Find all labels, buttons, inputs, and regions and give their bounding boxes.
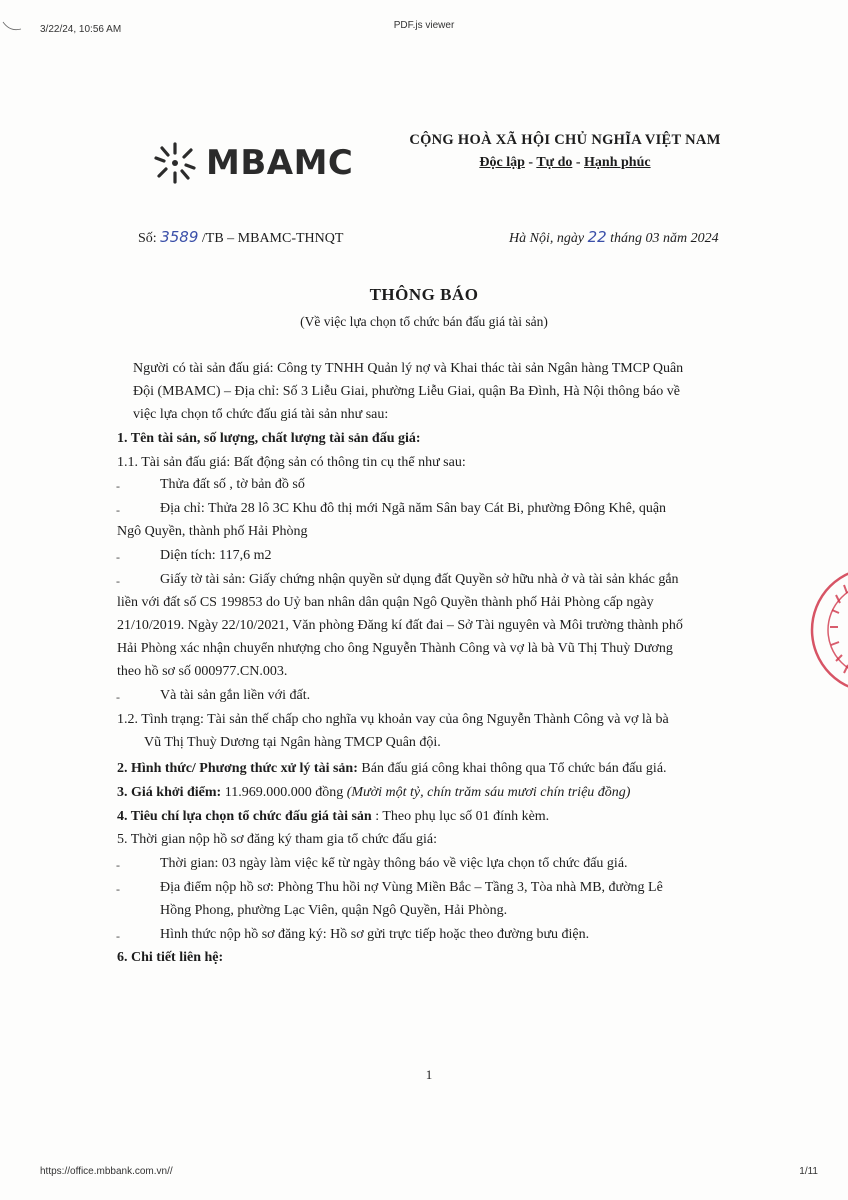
page-number: 1 [425, 1067, 433, 1082]
print-timestamp: 3/22/24, 10:56 AM [40, 24, 122, 35]
document-subtitle: (Về việc lựa chọn tổ chức bán đấu giá tài sản) [300, 314, 548, 329]
section-1-1: 1.1. Tài sản đấu giá: Bất động sản có thông tin cụ thể như sau: [117, 455, 466, 470]
intro-line-2: Đội (MBAMC) – Địa chỉ: Số 3 Liễu Giai, phường Liễu Giai, quận Ba Đình, Hà Nội thông báo về [133, 384, 680, 399]
motto-freedom: Tự do [536, 155, 573, 170]
company-logo [150, 138, 353, 188]
motto-separator: - [524, 155, 537, 170]
submission-time: Thời gian: 03 ngày làm việc kể từ ngày thông báo về việc lựa chọn tổ chức đấu giá. [160, 856, 628, 871]
bullet-dash: - [116, 690, 120, 704]
doc-no-suffix: /TB – MBAMC-THNQT [198, 231, 344, 246]
submission-place-1: Địa điểm nộp hồ sơ: Phòng Thu hồi nợ Vùng Miền Bắc – Tầng 3, Tòa nhà MB, đường Lê [160, 880, 663, 895]
intro-line-1: Người có tài sản đấu giá: Công ty TNHH Quản lý nợ và Khai thác tài sản Ngân hàng TMCP Quân [133, 361, 684, 376]
handwritten-day: 22 [587, 228, 607, 246]
section-1-2-line-1: 1.2. Tình trạng: Tài sản thế chấp cho nghĩa vụ khoản vay của ông Nguyễn Thành Công và vợ là bà [117, 712, 669, 727]
parcel-number: Thửa đất số , tờ bản đồ số [160, 477, 305, 492]
doc-no-prefix: Số: [138, 231, 161, 246]
handwritten-doc-no: 3589 [160, 228, 199, 246]
papers-line-4: Hải Phòng xác nhận chuyển nhượng cho ông Nguyễn Thành Công và vợ là bà Vũ Thị Thuỳ Dương [117, 641, 673, 656]
submission-place-2: Hồng Phong, phường Lạc Viên, quận Ngô Quyền, Hải Phòng. [160, 903, 508, 918]
section-2: 2. Hình thức/ Phương thức xử lý tài sản: Bán đấu giá công khai thông qua Tổ chức bán đấu giá. [117, 761, 667, 776]
logo-text: MBAMC [206, 143, 354, 183]
section-1-heading: 1. Tên tài sản, số lượng, chất lượng tài sản đấu giá: [117, 431, 421, 446]
seal-stamp-icon [806, 555, 848, 705]
footer-url: https://office.mbbank.com.vn// [40, 1166, 173, 1177]
attached-assets: Và tài sản gắn liền với đất. [160, 688, 311, 703]
motto-line [400, 155, 730, 171]
papers-line-5: theo hồ sơ số 000977.CN.003. [117, 664, 288, 679]
bullet-dash: - [116, 479, 120, 493]
page-count: 1/11 [799, 1166, 818, 1177]
document-title: THÔNG BÁO [369, 285, 479, 304]
section-4: 4. Tiêu chí lựa chọn tổ chức đấu giá tài sản : Theo phụ lục số 01 đính kèm. [117, 809, 550, 824]
bullet-dash: - [116, 503, 120, 517]
document-number [138, 228, 343, 247]
national-motto [400, 132, 730, 171]
bullet-dash: - [116, 550, 120, 564]
bullet-dash: - [116, 574, 120, 588]
address-line-1: Địa chỉ: Thửa 28 lô 3C Khu đô thị mới Ngã năm Sân bay Cát Bi, phường Đông Khê, quận [160, 501, 667, 516]
viewer-title: PDF.js viewer [393, 20, 455, 31]
section-6-heading: 6. Chi tiết liên hệ: [117, 950, 224, 965]
section-3: 3. Giá khởi điểm: 11.969.000.000 đồng (Mười một tỷ, chín trăm sáu mươi chín triệu đồng) [117, 785, 631, 800]
bullet-dash: - [116, 858, 120, 872]
section-1-2-line-2: Vũ Thị Thuỳ Dương tại Ngân hàng TMCP Quân đội. [144, 735, 441, 750]
address-line-2: Ngô Quyền, thành phố Hải Phòng [117, 524, 308, 539]
bullet-dash: - [116, 882, 120, 896]
papers-line-1: Giấy tờ tài sản: Giấy chứng nhận quyền sử dụng đất Quyền sở hữu nhà ở và tài sản khác gắn [160, 572, 679, 587]
motto-separator: - [572, 155, 585, 170]
motto-happiness: Hạnh phúc [584, 155, 651, 170]
intro-line-3: việc lựa chọn tổ chức đấu giá tài sản như sau: [133, 407, 389, 422]
bullet-dash: - [116, 929, 120, 943]
country-name: CỘNG HOÀ XÃ HỘI CHỦ NGHĨA VIỆT NAM [409, 132, 721, 148]
papers-line-2: liền với đất số CS 199853 do Uỷ ban nhân dân quận Ngô Quyền thành phố Hải Phòng cấp ngày [117, 595, 654, 610]
area: Diện tích: 117,6 m2 [160, 548, 272, 563]
date-suffix: tháng 03 năm 2024 [606, 231, 719, 246]
motto-independence: Độc lập [479, 155, 525, 170]
section-5-heading: 5. Thời gian nộp hồ sơ đăng ký tham gia tổ chức đấu giá: [117, 832, 437, 847]
papers-line-3: 21/10/2019. Ngày 22/10/2021, Văn phòng Đăng kí đất đai – Sở Tài nguyên và Môi trường thành phố [117, 618, 683, 633]
submission-method: Hình thức nộp hồ sơ đăng ký: Hồ sơ gửi trực tiếp hoặc theo đường bưu điện. [160, 927, 590, 942]
star-logo-icon [150, 138, 200, 188]
date-prefix: Hà Nội, ngày [509, 231, 588, 246]
document-date [509, 228, 719, 247]
